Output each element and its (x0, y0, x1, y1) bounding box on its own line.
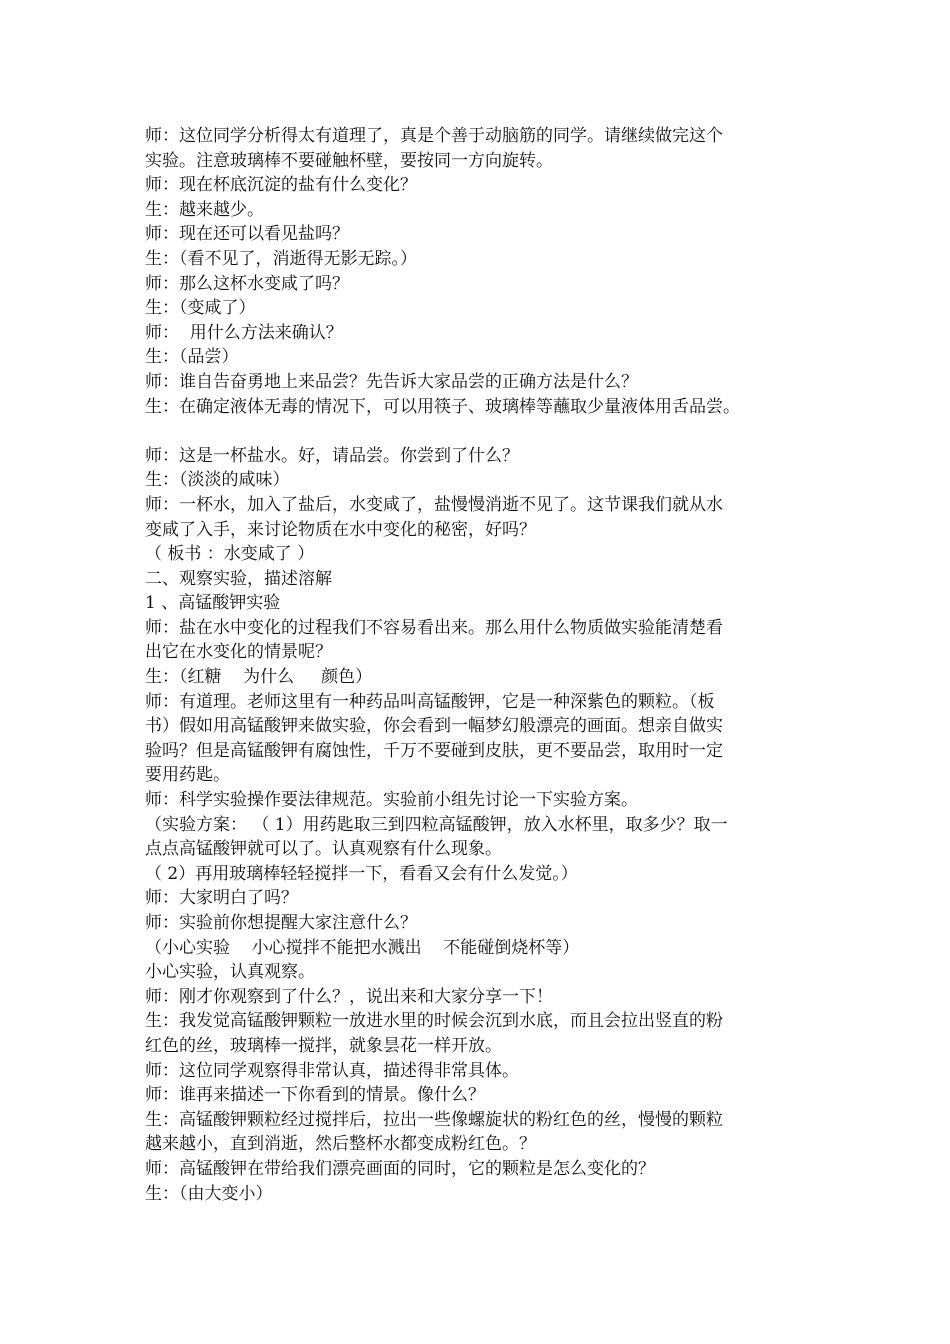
text-line: 生：越来越少。 (145, 199, 264, 220)
text-line: 生：在确定液体无毒的情况下，可以用筷子、玻璃棒等蘸取少量液体用舌品尝。 (145, 396, 740, 417)
text-line: 生：（变咸了） (145, 298, 256, 319)
text-line: 师：有道理。老师这里有一种药品叫高锰酸钾，它是一种深紫色的颗粒。（板 (145, 691, 715, 712)
text-line: 变咸了入手，来讨论物质在水中变化的秘密，好吗？ (145, 519, 536, 540)
text-line: 生：（品尝） (145, 347, 239, 368)
text-line: 师： 用什么方法来确认？ (145, 322, 343, 343)
experiment-plan-line: （ 2）再用玻璃棒轻轻搅拌一下，看看又会有什么发觉。） (145, 863, 578, 884)
text-line: 师：谁再来描述一下你看到的情景。像什么？ (145, 1085, 485, 1106)
text-line: 出它在水变化的情景呢？ (145, 642, 332, 663)
text-line: 生：（看不见了，消逝得无影无踪。） (145, 248, 417, 269)
text-line: 生：（由大变小） (145, 1183, 273, 1204)
text-line: 师：高锰酸钾在带给我们漂亮画面的同时，它的颗粒是怎么变化的？ (145, 1158, 655, 1179)
text-line: 师：科学实验操作要法律规范。实验前小组先讨论一下实验方案。 (145, 790, 638, 811)
text-line: 生：高锰酸钾颗粒经过搅拌后，拉出一些像螺旋状的粉红色的丝，慢慢的颗粒 (145, 1109, 723, 1130)
text-line: 师：大家明白了吗？ (145, 888, 298, 909)
document-page (145, 124, 805, 1206)
experiment-plan-line: 点点高锰酸钾就可以了。认真观察有什么现象。 (145, 839, 502, 860)
text-line: 师：谁自告奋勇地上来品尝？先告诉大家品尝的正确方法是什么？ (145, 371, 638, 392)
text-line: 师：盐在水中变化的过程我们不容易看出来。那么用什么物质做实验能清楚看 (145, 617, 723, 638)
text-line: 红色的丝，玻璃棒一搅拌，就象昙花一样开放。 (145, 1035, 502, 1056)
text-line: 实验。注意玻璃棒不要碰触杯壁，要按同一方向旋转。 (145, 150, 553, 171)
text-line: 要用药匙。 (145, 765, 230, 786)
text-line: 生：（红糖 为什么 颜色） (145, 667, 373, 688)
section-heading: 二、观察实验，描述溶解 (145, 568, 332, 589)
blank-line (145, 419, 805, 444)
text-line: 越来越小，直到消逝，然后整杯水都变成粉红色。？ (145, 1134, 536, 1155)
text-line: 师：现在还可以看见盐吗？ (145, 224, 349, 245)
text-line: 师：这是一杯盐水。好，请品尝。你尝到了什么？ (145, 445, 519, 466)
text-line: 师：这位同学分析得太有道理了，真是个善于动脑筋的同学。请继续做完这个 (145, 126, 723, 146)
experiment-plan-line: （实验方案： （ 1）用药匙取三到四粒高锰酸钾，放入水杯里，取多少？取一 (145, 814, 728, 835)
text-line: 生：（淡淡的咸味） (145, 470, 290, 491)
text-line: 师：现在杯底沉淀的盐有什么变化？ (145, 175, 417, 196)
blackboard-note: （ 板书 ：水变咸了 ） (145, 544, 315, 565)
text-line: 验吗？但是高锰酸钾有腐蚀性，千万不要碰到皮肤，更不要品尝，取用时一定 (145, 740, 723, 761)
text-line: 师：刚才你观察到了什么？，说出来和大家分享一下！ (145, 986, 553, 1007)
text-line: （小心实验 小心搅拌不能把水溅出 不能碰倒烧杯等） (145, 937, 580, 958)
text-line: 师：这位同学观察得非常认真，描述得非常具体。 (145, 1060, 519, 1081)
text-line: 师：那么这杯水变咸了吗？ (145, 273, 349, 294)
subsection-heading: 1 、高锰酸钾实验 (145, 593, 281, 614)
text-line: 书）假如用高锰酸钾来做实验，你会看到一幅梦幻般漂亮的画面。想亲自做实 (145, 716, 723, 737)
text-line: 师：实验前你想提醒大家注意什么？ (145, 913, 417, 933)
text-line: 生：我发觉高锰酸钾颗粒一放进水里的时候会沉到水底，而且会拉出竖直的粉 (145, 1011, 723, 1032)
text-line: 小心实验，认真观察。 (145, 962, 315, 983)
text-line: 师：一杯水，加入了盐后，水变咸了，盐慢慢消逝不见了。这节课我们就从水 (145, 494, 723, 515)
